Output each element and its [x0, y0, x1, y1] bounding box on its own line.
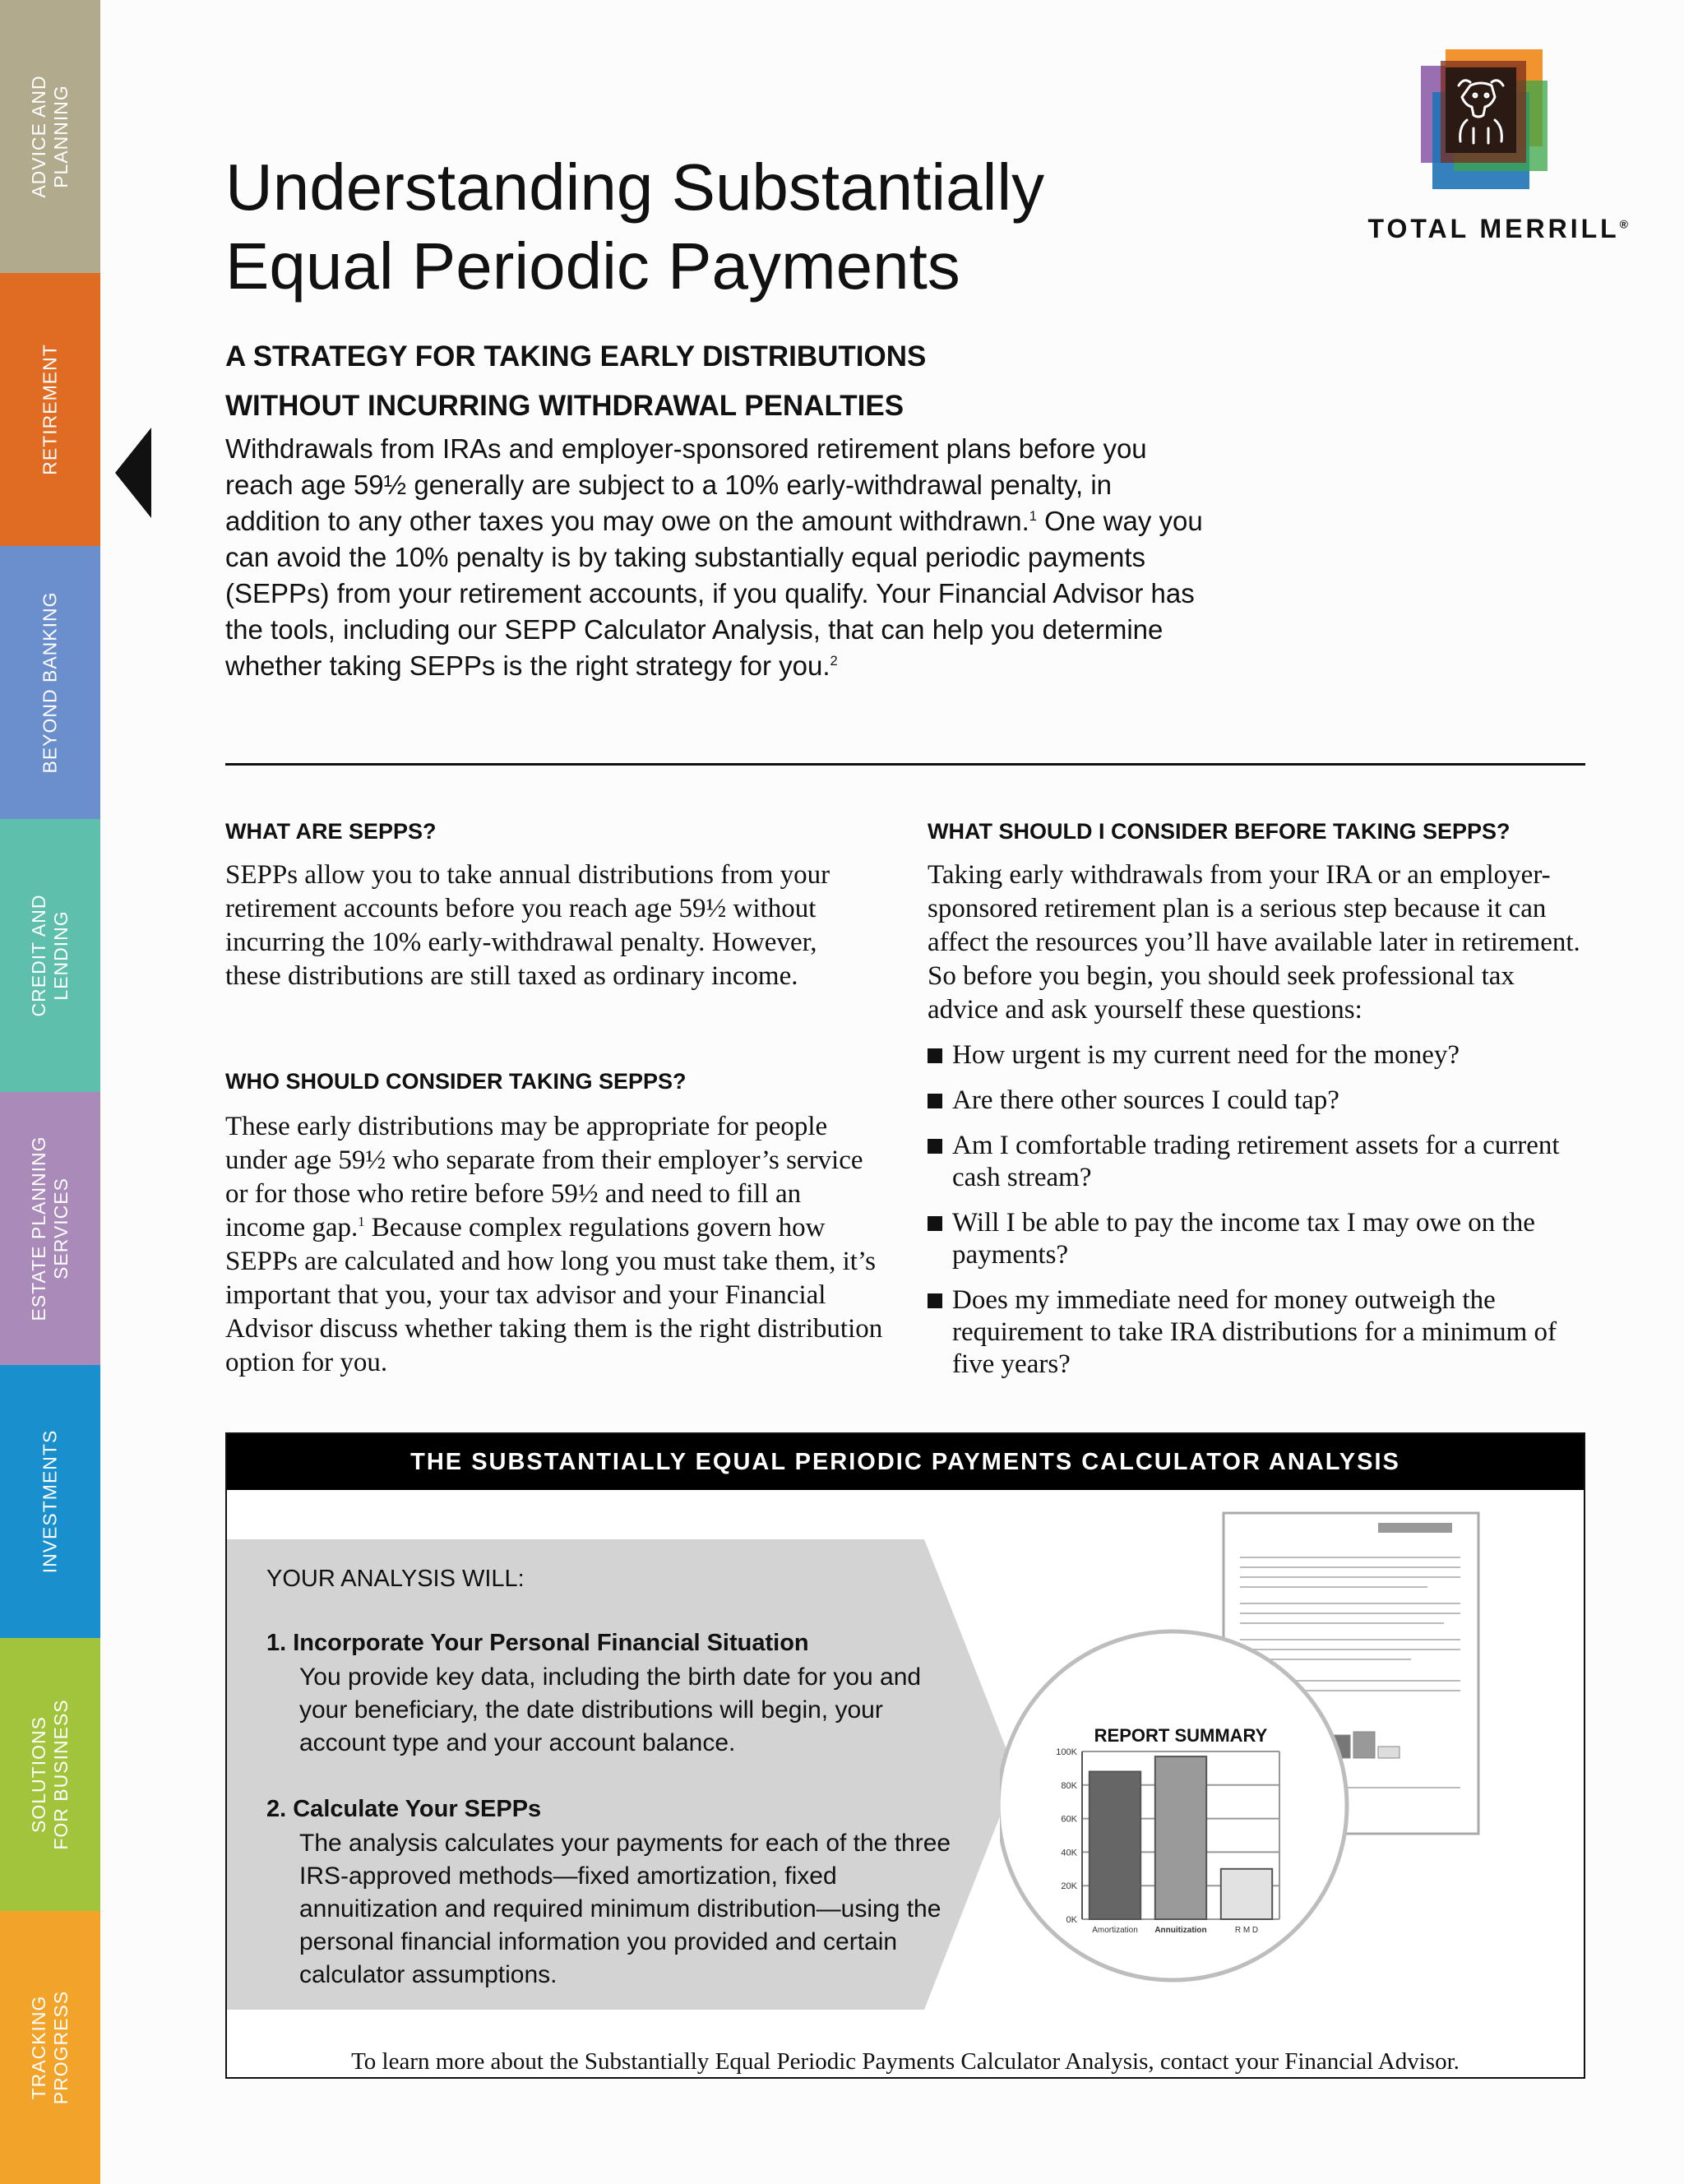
- report-summary-illustration: [1000, 1508, 1526, 2018]
- y-tick-label: 0K: [1066, 1915, 1077, 1925]
- bar-annuitization: [1155, 1756, 1206, 1919]
- intro-text-1: Withdrawals from IRAs and employer-sponsored retirement plans before you reach age 59½ generally are subject to a 10% early-withdrawal penalty, in addition to any other taxes you may owe on the amount withdrawn.: [225, 433, 1147, 536]
- x-tick-label: R M D: [1234, 1926, 1259, 1935]
- step-2-title: 2. Calculate Your SEPPs: [266, 1796, 542, 1822]
- title-line-2: Equal Periodic Payments: [225, 229, 960, 303]
- tab-investments[interactable]: [0, 1365, 100, 1638]
- questions-list: [928, 1039, 1585, 1394]
- brand-text: TOTAL MERRILL: [1367, 214, 1620, 243]
- tab-label: BEYOND BANKING: [39, 591, 61, 774]
- question-text: Will I be able to pay the income tax I may owe on the payments?: [952, 1208, 1535, 1270]
- bullet-square-icon: [928, 1216, 942, 1231]
- question-text: Am I comfortable trading retirement assets for a current cash stream?: [952, 1131, 1560, 1192]
- calculator-box-header: THE SUBSTANTIALLY EQUAL PERIODIC PAYMENTS CALCULATOR ANALYSIS: [227, 1434, 1584, 1490]
- heading-who-should-consider: WHO SHOULD CONSIDER TAKING SEPPS?: [225, 1069, 687, 1094]
- y-tick-label: 100K: [1056, 1747, 1077, 1757]
- paragraph-what-are-sepps: SEPPs allow you to take annual distributions from your retirement accounts before you reach age 59½ without incurring the 10% early-withdrawal penalty. However, these distributions are still taxed as ordinary income.: [225, 860, 830, 991]
- list-item: [928, 1085, 1585, 1117]
- tab-solutions-for-business[interactable]: [0, 1638, 100, 1911]
- tab-beyond-banking[interactable]: [0, 546, 100, 819]
- step-1-title: 1. Incorporate Your Personal Financial Situation: [266, 1630, 809, 1656]
- brand-name: [1349, 214, 1628, 244]
- question-text: Are there other sources I could tap?: [952, 1085, 1339, 1115]
- active-tab-pointer-icon: [115, 428, 151, 518]
- y-tick-label: 80K: [1061, 1780, 1077, 1791]
- paragraph-what-to-consider: Taking early withdrawals from your IRA or an employer-sponsored retirement plan is a serious step because it can affect the resources you’ll have available later in retirement. So before you begin, you should seek professional tax advice and ask yourself these questions:: [928, 860, 1580, 1025]
- tab-label: CREDIT AND LENDING: [28, 894, 72, 1017]
- x-tick-label: Amortization: [1092, 1926, 1138, 1935]
- tab-label: TRACKING PROGRESS: [28, 1990, 72, 2105]
- tab-credit-and-lending[interactable]: [0, 819, 100, 1092]
- list-item: [928, 1039, 1585, 1071]
- question-text: Does my immediate need for money outweigh the requirement to take IRA distributions for a minimum of five years?: [952, 1285, 1557, 1379]
- footnote-ref: 2: [830, 654, 838, 669]
- subheading-line-2: WITHOUT INCURRING WITHDRAWAL PENALTIES: [225, 390, 904, 422]
- step-1-text: You provide key data, including the birth date for you and your beneficiary, the date distributions will begin, your account type and your account balance.: [299, 1663, 922, 1756]
- registered-mark: ®: [1619, 217, 1628, 231]
- paragraph-who-should-consider: [225, 1110, 883, 1380]
- tab-label: RETIREMENT: [39, 344, 61, 475]
- bullet-square-icon: [928, 1048, 942, 1063]
- section-divider: [225, 763, 1585, 766]
- y-tick-label: 40K: [1061, 1848, 1077, 1858]
- tab-label: ESTATE PLANNING SERVICES: [28, 1136, 72, 1321]
- paragraph-text-1: These early distributions may be appropriate for people under age 59½ who separate from their employer’s service or for those who retire before 59½ and need to fill an income gap.: [225, 1112, 863, 1242]
- heading-what-are-sepps: WHAT ARE SEPPS?: [225, 819, 437, 844]
- bullet-square-icon: [928, 1139, 942, 1154]
- y-tick-label: 20K: [1061, 1881, 1077, 1892]
- page-title: [225, 148, 1130, 306]
- intro-text-2: One way you can avoid the 10% penalty is by taking substantially equal periodic payments (SEPPs) from your retirement accounts, if you qualify. Your Financial Advisor has the tools, including our SEPP Calculator Analysis, that can help you determine whether taking SEPPs is the right strategy for you.: [225, 506, 1203, 681]
- heading-what-to-consider: WHAT SHOULD I CONSIDER BEFORE TAKING SEPPS?: [928, 819, 1511, 844]
- bar-amortization: [1090, 1771, 1140, 1919]
- tab-label: INVESTMENTS: [39, 1429, 61, 1574]
- tab-retirement[interactable]: [0, 273, 100, 546]
- section-sidebar: [0, 0, 100, 2179]
- x-tick-label: Annuitization: [1154, 1926, 1207, 1935]
- footnote-ref: 1: [358, 1214, 365, 1229]
- question-text: How urgent is my current need for the money?: [952, 1040, 1460, 1070]
- title-line-1: Understanding Substantially: [225, 150, 1045, 224]
- footer-note: To learn more about the Substantially Equal Periodic Payments Calculator Analysis, contact your Financial Advisor.: [351, 2048, 1460, 2075]
- calculator-analysis-box: [225, 1432, 1585, 2079]
- step-2-text: The analysis calculates your payments for each of the three IRS-approved methods—fixed amortization, fixed annuitization and required minimum distribution—using the personal financial information you provided and certain calculator assumptions.: [299, 1830, 951, 1988]
- paragraph-text-2: Because complex regulations govern how SEPPs are calculated and how long you must take them, it’s important that you, your tax advisor and your Financial Advisor discuss whether taking them is the right distribution option for you.: [225, 1213, 883, 1377]
- list-item: [928, 1130, 1585, 1194]
- subheading: [225, 332, 926, 431]
- subheading-line-1: A STRATEGY FOR TAKING EARLY DISTRIBUTIONS: [225, 340, 927, 372]
- list-item: [928, 1284, 1585, 1381]
- tab-advice-and-planning[interactable]: [0, 0, 100, 273]
- tab-label: ADVICE AND PLANNING: [28, 75, 72, 198]
- footnote-ref: 1: [1029, 509, 1037, 524]
- chart-title: REPORT SUMMARY: [1094, 1725, 1268, 1746]
- bar-r-m-d: [1221, 1869, 1272, 1919]
- bullet-square-icon: [928, 1094, 942, 1108]
- tab-label: SOLUTIONS FOR BUSINESS: [28, 1699, 72, 1850]
- list-item: [928, 1207, 1585, 1271]
- y-tick-label: 60K: [1061, 1814, 1077, 1825]
- bullet-square-icon: [928, 1293, 942, 1308]
- analysis-will-label: YOUR ANALYSIS WILL:: [266, 1566, 525, 1592]
- tab-estate-planning-services[interactable]: [0, 1092, 100, 1365]
- intro-paragraph: [225, 431, 1212, 684]
- merrill-bull-logo-icon: [1416, 49, 1548, 191]
- tab-tracking-progress[interactable]: [0, 1911, 100, 2184]
